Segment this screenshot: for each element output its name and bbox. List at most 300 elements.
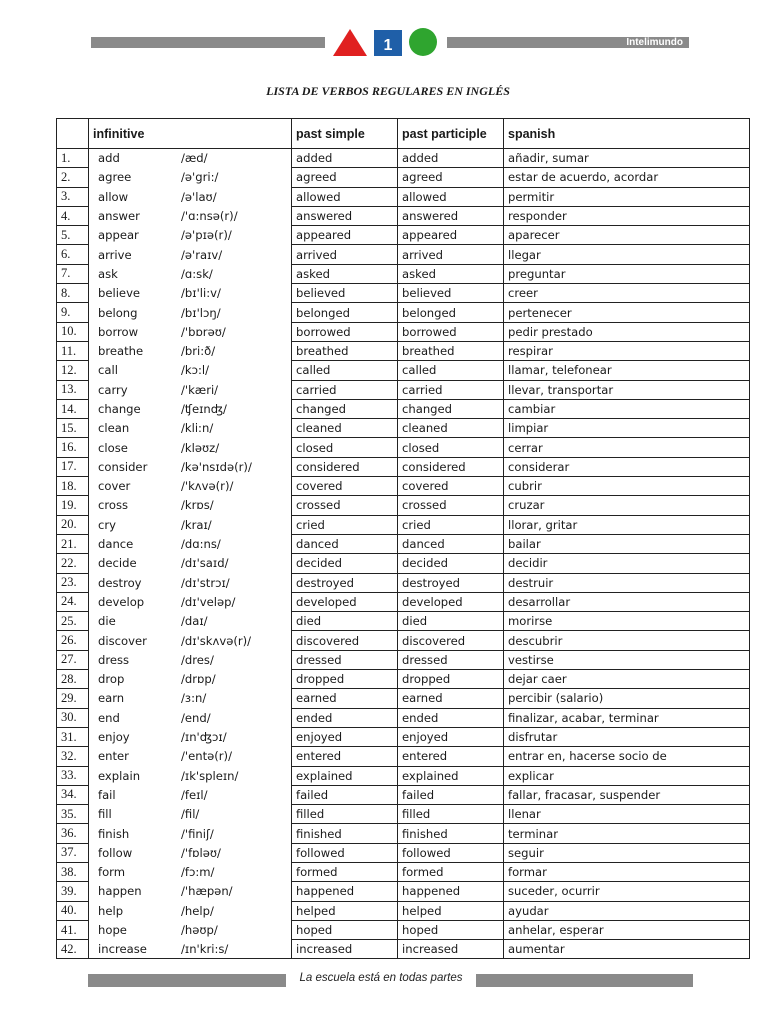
- phonetic-transcription: /ʧeɪnʤ/: [181, 402, 227, 416]
- infinitive-word: fill: [98, 807, 112, 822]
- spanish-cell: preguntar: [504, 264, 750, 283]
- infinitive-cell: [89, 149, 292, 168]
- past-simple-cell: closed: [292, 438, 398, 457]
- phonetic-transcription: /ə'raɪv/: [181, 247, 223, 262]
- phonetic-transcription: /dɪ'veləp/: [181, 594, 236, 609]
- past-participle-cell: danced: [398, 534, 504, 553]
- infinitive-cell: [89, 187, 292, 206]
- infinitive-word: decide: [98, 556, 137, 571]
- infinitive-word: allow: [98, 189, 129, 204]
- spanish-cell: llenar: [504, 805, 750, 824]
- row-number: 37.: [57, 843, 89, 862]
- past-simple-cell: failed: [292, 785, 398, 804]
- row-number: 40.: [57, 901, 89, 920]
- phonetic-transcription: /'ɑ:nsə(r)/: [181, 209, 238, 224]
- infinitive-cell: [89, 592, 292, 611]
- header-number: [57, 119, 89, 149]
- row-number: 32.: [57, 747, 89, 766]
- row-number: 20.: [57, 515, 89, 534]
- infinitive-cell: [89, 573, 292, 592]
- header-bar-right: [447, 37, 689, 48]
- header-past-simple: past simple: [292, 119, 398, 149]
- past-participle-cell: crossed: [398, 496, 504, 515]
- past-simple-cell: formed: [292, 862, 398, 881]
- spanish-cell: seguir: [504, 843, 750, 862]
- row-number: 36.: [57, 824, 89, 843]
- row-number: 14.: [57, 399, 89, 418]
- table-row: [57, 631, 750, 650]
- spanish-cell: permitir: [504, 187, 750, 206]
- spanish-cell: desarrollar: [504, 592, 750, 611]
- past-simple-cell: helped: [292, 901, 398, 920]
- spanish-cell: entrar en, hacerse socio de: [504, 747, 750, 766]
- phonetic-transcription: /æd/: [181, 151, 208, 166]
- spanish-cell: decidir: [504, 554, 750, 573]
- infinitive-word: borrow: [98, 324, 139, 339]
- spanish-cell: destruir: [504, 573, 750, 592]
- phonetic-transcription: /bɪ'li:v/: [181, 286, 221, 301]
- past-participle-cell: formed: [398, 862, 504, 881]
- past-simple-cell: asked: [292, 264, 398, 283]
- past-simple-cell: allowed: [292, 187, 398, 206]
- infinitive-cell: [89, 901, 292, 920]
- spanish-cell: llevar, transportar: [504, 380, 750, 399]
- spanish-cell: aumentar: [504, 940, 750, 959]
- table-row: [57, 785, 750, 804]
- table-row: [57, 824, 750, 843]
- table-row: [57, 843, 750, 862]
- infinitive-word: believe: [98, 286, 141, 301]
- infinitive-cell: [89, 670, 292, 689]
- past-simple-cell: filled: [292, 805, 398, 824]
- infinitive-cell: [89, 361, 292, 380]
- table-row: [57, 612, 750, 631]
- infinitive-cell: [89, 322, 292, 341]
- phonetic-transcription: /ɪn'ʤɔɪ/: [181, 730, 227, 745]
- row-number: 23.: [57, 573, 89, 592]
- phonetic-transcription: /bɪ'lɔŋ/: [181, 305, 221, 320]
- spanish-cell: vestirse: [504, 650, 750, 669]
- table-row: [57, 284, 750, 303]
- phonetic-transcription: /dɑ:ns/: [181, 537, 221, 552]
- infinitive-cell: [89, 534, 292, 553]
- infinitive-cell: [89, 766, 292, 785]
- past-participle-cell: added: [398, 149, 504, 168]
- infinitive-word: destroy: [98, 575, 142, 590]
- infinitive-cell: [89, 245, 292, 264]
- infinitive-word: arrive: [98, 247, 132, 262]
- infinitive-word: enjoy: [98, 730, 130, 745]
- infinitive-cell: [89, 380, 292, 399]
- phonetic-transcription: /'fɒləʊ/: [181, 845, 221, 860]
- infinitive-cell: [89, 515, 292, 534]
- past-simple-cell: developed: [292, 592, 398, 611]
- infinitive-cell: [89, 168, 292, 187]
- infinitive-word: cover: [98, 479, 131, 494]
- spanish-cell: morirse: [504, 612, 750, 631]
- row-number: 31.: [57, 727, 89, 746]
- row-number: 12.: [57, 361, 89, 380]
- spanish-cell: suceder, ocurrir: [504, 882, 750, 901]
- green-circle-icon: [409, 28, 437, 56]
- infinitive-cell: [89, 419, 292, 438]
- infinitive-word: help: [98, 903, 124, 918]
- past-participle-cell: cried: [398, 515, 504, 534]
- past-simple-cell: decided: [292, 554, 398, 573]
- past-participle-cell: covered: [398, 477, 504, 496]
- row-number: 17.: [57, 457, 89, 476]
- past-participle-cell: agreed: [398, 168, 504, 187]
- row-number: 25.: [57, 612, 89, 631]
- infinitive-word: fail: [98, 787, 116, 802]
- infinitive-cell: [89, 631, 292, 650]
- table-row: [57, 419, 750, 438]
- past-participle-cell: cleaned: [398, 419, 504, 438]
- table-row: [57, 689, 750, 708]
- infinitive-word: hope: [98, 923, 127, 938]
- phonetic-transcription: /feɪl/: [181, 787, 208, 802]
- past-participle-cell: breathed: [398, 341, 504, 360]
- table-row: [57, 708, 750, 727]
- infinitive-word: agree: [98, 170, 132, 185]
- infinitive-cell: [89, 438, 292, 457]
- infinitive-word: follow: [98, 845, 133, 860]
- past-participle-cell: destroyed: [398, 573, 504, 592]
- table-row: [57, 399, 750, 418]
- table-row: [57, 361, 750, 380]
- infinitive-cell: [89, 940, 292, 959]
- infinitive-word: ask: [98, 266, 118, 281]
- past-participle-cell: entered: [398, 747, 504, 766]
- table-row: [57, 322, 750, 341]
- table-row: [57, 477, 750, 496]
- infinitive-word: end: [98, 710, 120, 725]
- header-past-participle: past participle: [398, 119, 504, 149]
- phonetic-transcription: /dres/: [181, 652, 214, 667]
- infinitive-cell: [89, 612, 292, 631]
- row-number: 4.: [57, 206, 89, 225]
- phonetic-transcription: /ə'gri:/: [181, 170, 219, 185]
- infinitive-cell: [89, 554, 292, 573]
- phonetic-transcription: /'kʌvə(r)/: [181, 479, 234, 494]
- spanish-cell: limpiar: [504, 419, 750, 438]
- infinitive-word: drop: [98, 672, 125, 687]
- table-row: [57, 515, 750, 534]
- past-simple-cell: discovered: [292, 631, 398, 650]
- table-row: [57, 554, 750, 573]
- phonetic-transcription: /ɪn'kri:s/: [181, 942, 229, 957]
- row-number: 16.: [57, 438, 89, 457]
- infinitive-word: close: [98, 440, 128, 455]
- past-simple-cell: believed: [292, 284, 398, 303]
- row-number: 21.: [57, 534, 89, 553]
- past-simple-cell: followed: [292, 843, 398, 862]
- table-row: [57, 341, 750, 360]
- spanish-cell: responder: [504, 206, 750, 225]
- phonetic-transcription: /drɒp/: [181, 672, 216, 687]
- row-number: 18.: [57, 477, 89, 496]
- phonetic-transcription: /ə'laʊ/: [181, 189, 217, 204]
- past-simple-cell: ended: [292, 708, 398, 727]
- past-participle-cell: enjoyed: [398, 727, 504, 746]
- infinitive-cell: [89, 264, 292, 283]
- row-number: 34.: [57, 785, 89, 804]
- row-number: 39.: [57, 882, 89, 901]
- phonetic-transcription: /kləʊz/: [181, 440, 220, 455]
- past-participle-cell: developed: [398, 592, 504, 611]
- phonetic-transcription: /'kæri/: [181, 382, 219, 397]
- spanish-cell: estar de acuerdo, acordar: [504, 168, 750, 187]
- spanish-cell: cubrir: [504, 477, 750, 496]
- verbs-table: [56, 118, 750, 959]
- phonetic-transcription: /fɔ:m/: [181, 865, 215, 880]
- row-number: 24.: [57, 592, 89, 611]
- past-participle-cell: died: [398, 612, 504, 631]
- table-row: [57, 650, 750, 669]
- table-row: [57, 862, 750, 881]
- row-number: 2.: [57, 168, 89, 187]
- past-participle-cell: discovered: [398, 631, 504, 650]
- logo-number: 1: [383, 37, 393, 54]
- infinitive-cell: [89, 727, 292, 746]
- past-participle-cell: arrived: [398, 245, 504, 264]
- phonetic-transcription: /ɪk'spleɪn/: [181, 768, 239, 783]
- phonetic-transcription: /dɪ'skʌvə(r)/: [181, 633, 252, 648]
- past-participle-cell: happened: [398, 882, 504, 901]
- spanish-cell: ayudar: [504, 901, 750, 920]
- infinitive-cell: [89, 824, 292, 843]
- infinitive-cell: [89, 920, 292, 939]
- infinitive-cell: [89, 457, 292, 476]
- past-participle-cell: hoped: [398, 920, 504, 939]
- past-participle-cell: earned: [398, 689, 504, 708]
- infinitive-word: form: [98, 865, 126, 880]
- table-row: [57, 303, 750, 322]
- past-simple-cell: breathed: [292, 341, 398, 360]
- past-participle-cell: helped: [398, 901, 504, 920]
- past-participle-cell: failed: [398, 785, 504, 804]
- phonetic-transcription: /kraɪ/: [181, 517, 212, 532]
- infinitive-word: call: [98, 363, 118, 378]
- row-number: 6.: [57, 245, 89, 264]
- past-participle-cell: called: [398, 361, 504, 380]
- table-row: [57, 592, 750, 611]
- infinitive-cell: [89, 399, 292, 418]
- spanish-cell: llorar, gritar: [504, 515, 750, 534]
- infinitive-word: cross: [98, 498, 129, 513]
- infinitive-cell: [89, 341, 292, 360]
- infinitive-word: increase: [98, 942, 147, 957]
- phonetic-transcription: /end/: [181, 710, 211, 725]
- infinitive-word: die: [98, 614, 116, 629]
- past-participle-cell: appeared: [398, 226, 504, 245]
- table-row: [57, 245, 750, 264]
- infinitive-cell: [89, 843, 292, 862]
- infinitive-word: breathe: [98, 344, 144, 359]
- spanish-cell: pertenecer: [504, 303, 750, 322]
- past-simple-cell: enjoyed: [292, 727, 398, 746]
- past-participle-cell: dropped: [398, 670, 504, 689]
- page-title: LISTA DE VERBOS REGULARES EN INGLÉS: [266, 84, 510, 98]
- row-number: 22.: [57, 554, 89, 573]
- table-row: [57, 727, 750, 746]
- past-participle-cell: decided: [398, 554, 504, 573]
- past-participle-cell: followed: [398, 843, 504, 862]
- spanish-cell: llamar, telefonear: [504, 361, 750, 380]
- past-participle-cell: answered: [398, 206, 504, 225]
- spanish-cell: explicar: [504, 766, 750, 785]
- table-header-row: [57, 119, 750, 149]
- infinitive-cell: [89, 747, 292, 766]
- past-simple-cell: arrived: [292, 245, 398, 264]
- row-number: 9.: [57, 303, 89, 322]
- intelimundo-logo: [333, 28, 439, 58]
- spanish-cell: finalizar, acabar, terminar: [504, 708, 750, 727]
- table-row: [57, 920, 750, 939]
- header-spanish: spanish: [504, 119, 750, 149]
- table-row: [57, 940, 750, 959]
- past-simple-cell: crossed: [292, 496, 398, 515]
- infinitive-cell: [89, 303, 292, 322]
- infinitive-word: carry: [98, 382, 128, 397]
- infinitive-word: discover: [98, 633, 147, 648]
- infinitive-cell: [89, 785, 292, 804]
- past-simple-cell: increased: [292, 940, 398, 959]
- row-number: 28.: [57, 670, 89, 689]
- infinitive-word: consider: [98, 459, 148, 474]
- infinitive-cell: [89, 689, 292, 708]
- infinitive-word: change: [98, 402, 141, 416]
- past-simple-cell: earned: [292, 689, 398, 708]
- past-simple-cell: cleaned: [292, 419, 398, 438]
- infinitive-word: add: [98, 151, 120, 166]
- past-simple-cell: explained: [292, 766, 398, 785]
- row-number: 15.: [57, 419, 89, 438]
- past-participle-cell: changed: [398, 399, 504, 418]
- spanish-cell: fallar, fracasar, suspender: [504, 785, 750, 804]
- phonetic-transcription: /bri:ð/: [181, 344, 216, 359]
- spanish-cell: terminar: [504, 824, 750, 843]
- phonetic-transcription: /kɔ:l/: [181, 363, 210, 378]
- spanish-cell: bailar: [504, 534, 750, 553]
- table-row: [57, 264, 750, 283]
- infinitive-word: earn: [98, 691, 125, 706]
- past-participle-cell: borrowed: [398, 322, 504, 341]
- past-simple-cell: added: [292, 149, 398, 168]
- row-number: 27.: [57, 650, 89, 669]
- phonetic-transcription: /fil/: [181, 807, 200, 822]
- table-row: [57, 496, 750, 515]
- table-row: [57, 534, 750, 553]
- infinitive-cell: [89, 496, 292, 515]
- past-participle-cell: dressed: [398, 650, 504, 669]
- spanish-cell: percibir (salario): [504, 689, 750, 708]
- table-row: [57, 206, 750, 225]
- table-row: [57, 805, 750, 824]
- past-participle-cell: allowed: [398, 187, 504, 206]
- past-simple-cell: died: [292, 612, 398, 631]
- table-row: [57, 747, 750, 766]
- spanish-cell: descubrir: [504, 631, 750, 650]
- past-simple-cell: happened: [292, 882, 398, 901]
- infinitive-word: appear: [98, 228, 139, 243]
- past-simple-cell: danced: [292, 534, 398, 553]
- spanish-cell: formar: [504, 862, 750, 881]
- table-row: [57, 226, 750, 245]
- phonetic-transcription: /ə'pɪə(r)/: [181, 228, 232, 243]
- row-number: 26.: [57, 631, 89, 650]
- infinitive-word: explain: [98, 768, 141, 783]
- spanish-cell: disfrutar: [504, 727, 750, 746]
- past-simple-cell: destroyed: [292, 573, 398, 592]
- spanish-cell: respirar: [504, 341, 750, 360]
- spanish-cell: considerar: [504, 457, 750, 476]
- infinitive-word: dance: [98, 537, 134, 552]
- table-row: [57, 901, 750, 920]
- row-number: 42.: [57, 940, 89, 959]
- past-simple-cell: changed: [292, 399, 398, 418]
- table-row: [57, 380, 750, 399]
- past-participle-cell: filled: [398, 805, 504, 824]
- spanish-cell: cerrar: [504, 438, 750, 457]
- past-simple-cell: answered: [292, 206, 398, 225]
- past-participle-cell: increased: [398, 940, 504, 959]
- infinitive-word: finish: [98, 826, 130, 841]
- phonetic-transcription: /həʊp/: [181, 923, 218, 938]
- footer-bar-left: [88, 974, 286, 987]
- phonetic-transcription: /ɑ:sk/: [181, 266, 213, 281]
- phonetic-transcription: /ɜ:n/: [181, 691, 207, 706]
- infinitive-cell: [89, 708, 292, 727]
- table-row: [57, 438, 750, 457]
- header-bar-left: [91, 37, 325, 48]
- red-triangle-icon: [333, 29, 367, 56]
- past-simple-cell: dropped: [292, 670, 398, 689]
- spanish-cell: aparecer: [504, 226, 750, 245]
- table-row: [57, 187, 750, 206]
- past-participle-cell: considered: [398, 457, 504, 476]
- row-number: 10.: [57, 322, 89, 341]
- past-participle-cell: explained: [398, 766, 504, 785]
- past-participle-cell: belonged: [398, 303, 504, 322]
- phonetic-transcription: /help/: [181, 903, 214, 918]
- brand-name: Intelimundo: [626, 37, 683, 48]
- infinitive-word: cry: [98, 517, 117, 532]
- spanish-cell: añadir, sumar: [504, 149, 750, 168]
- phonetic-transcription: /'bɒrəʊ/: [181, 324, 226, 339]
- row-number: 19.: [57, 496, 89, 515]
- row-number: 30.: [57, 708, 89, 727]
- past-participle-cell: closed: [398, 438, 504, 457]
- row-number: 1.: [57, 149, 89, 168]
- past-participle-cell: asked: [398, 264, 504, 283]
- phonetic-transcription: /dɪ'saɪd/: [181, 556, 229, 571]
- phonetic-transcription: /kli:n/: [181, 421, 214, 436]
- row-number: 5.: [57, 226, 89, 245]
- infinitive-cell: [89, 477, 292, 496]
- row-number: 11.: [57, 341, 89, 360]
- past-participle-cell: finished: [398, 824, 504, 843]
- infinitive-cell: [89, 882, 292, 901]
- infinitive-word: clean: [98, 421, 130, 436]
- row-number: 29.: [57, 689, 89, 708]
- infinitive-word: enter: [98, 749, 129, 764]
- header-infinitive: infinitive: [89, 119, 292, 149]
- footer-tagline: La escuela está en todas partes: [299, 972, 463, 984]
- phonetic-transcription: /'hæpən/: [181, 884, 233, 899]
- spanish-cell: llegar: [504, 245, 750, 264]
- phonetic-transcription: /daɪ/: [181, 614, 208, 629]
